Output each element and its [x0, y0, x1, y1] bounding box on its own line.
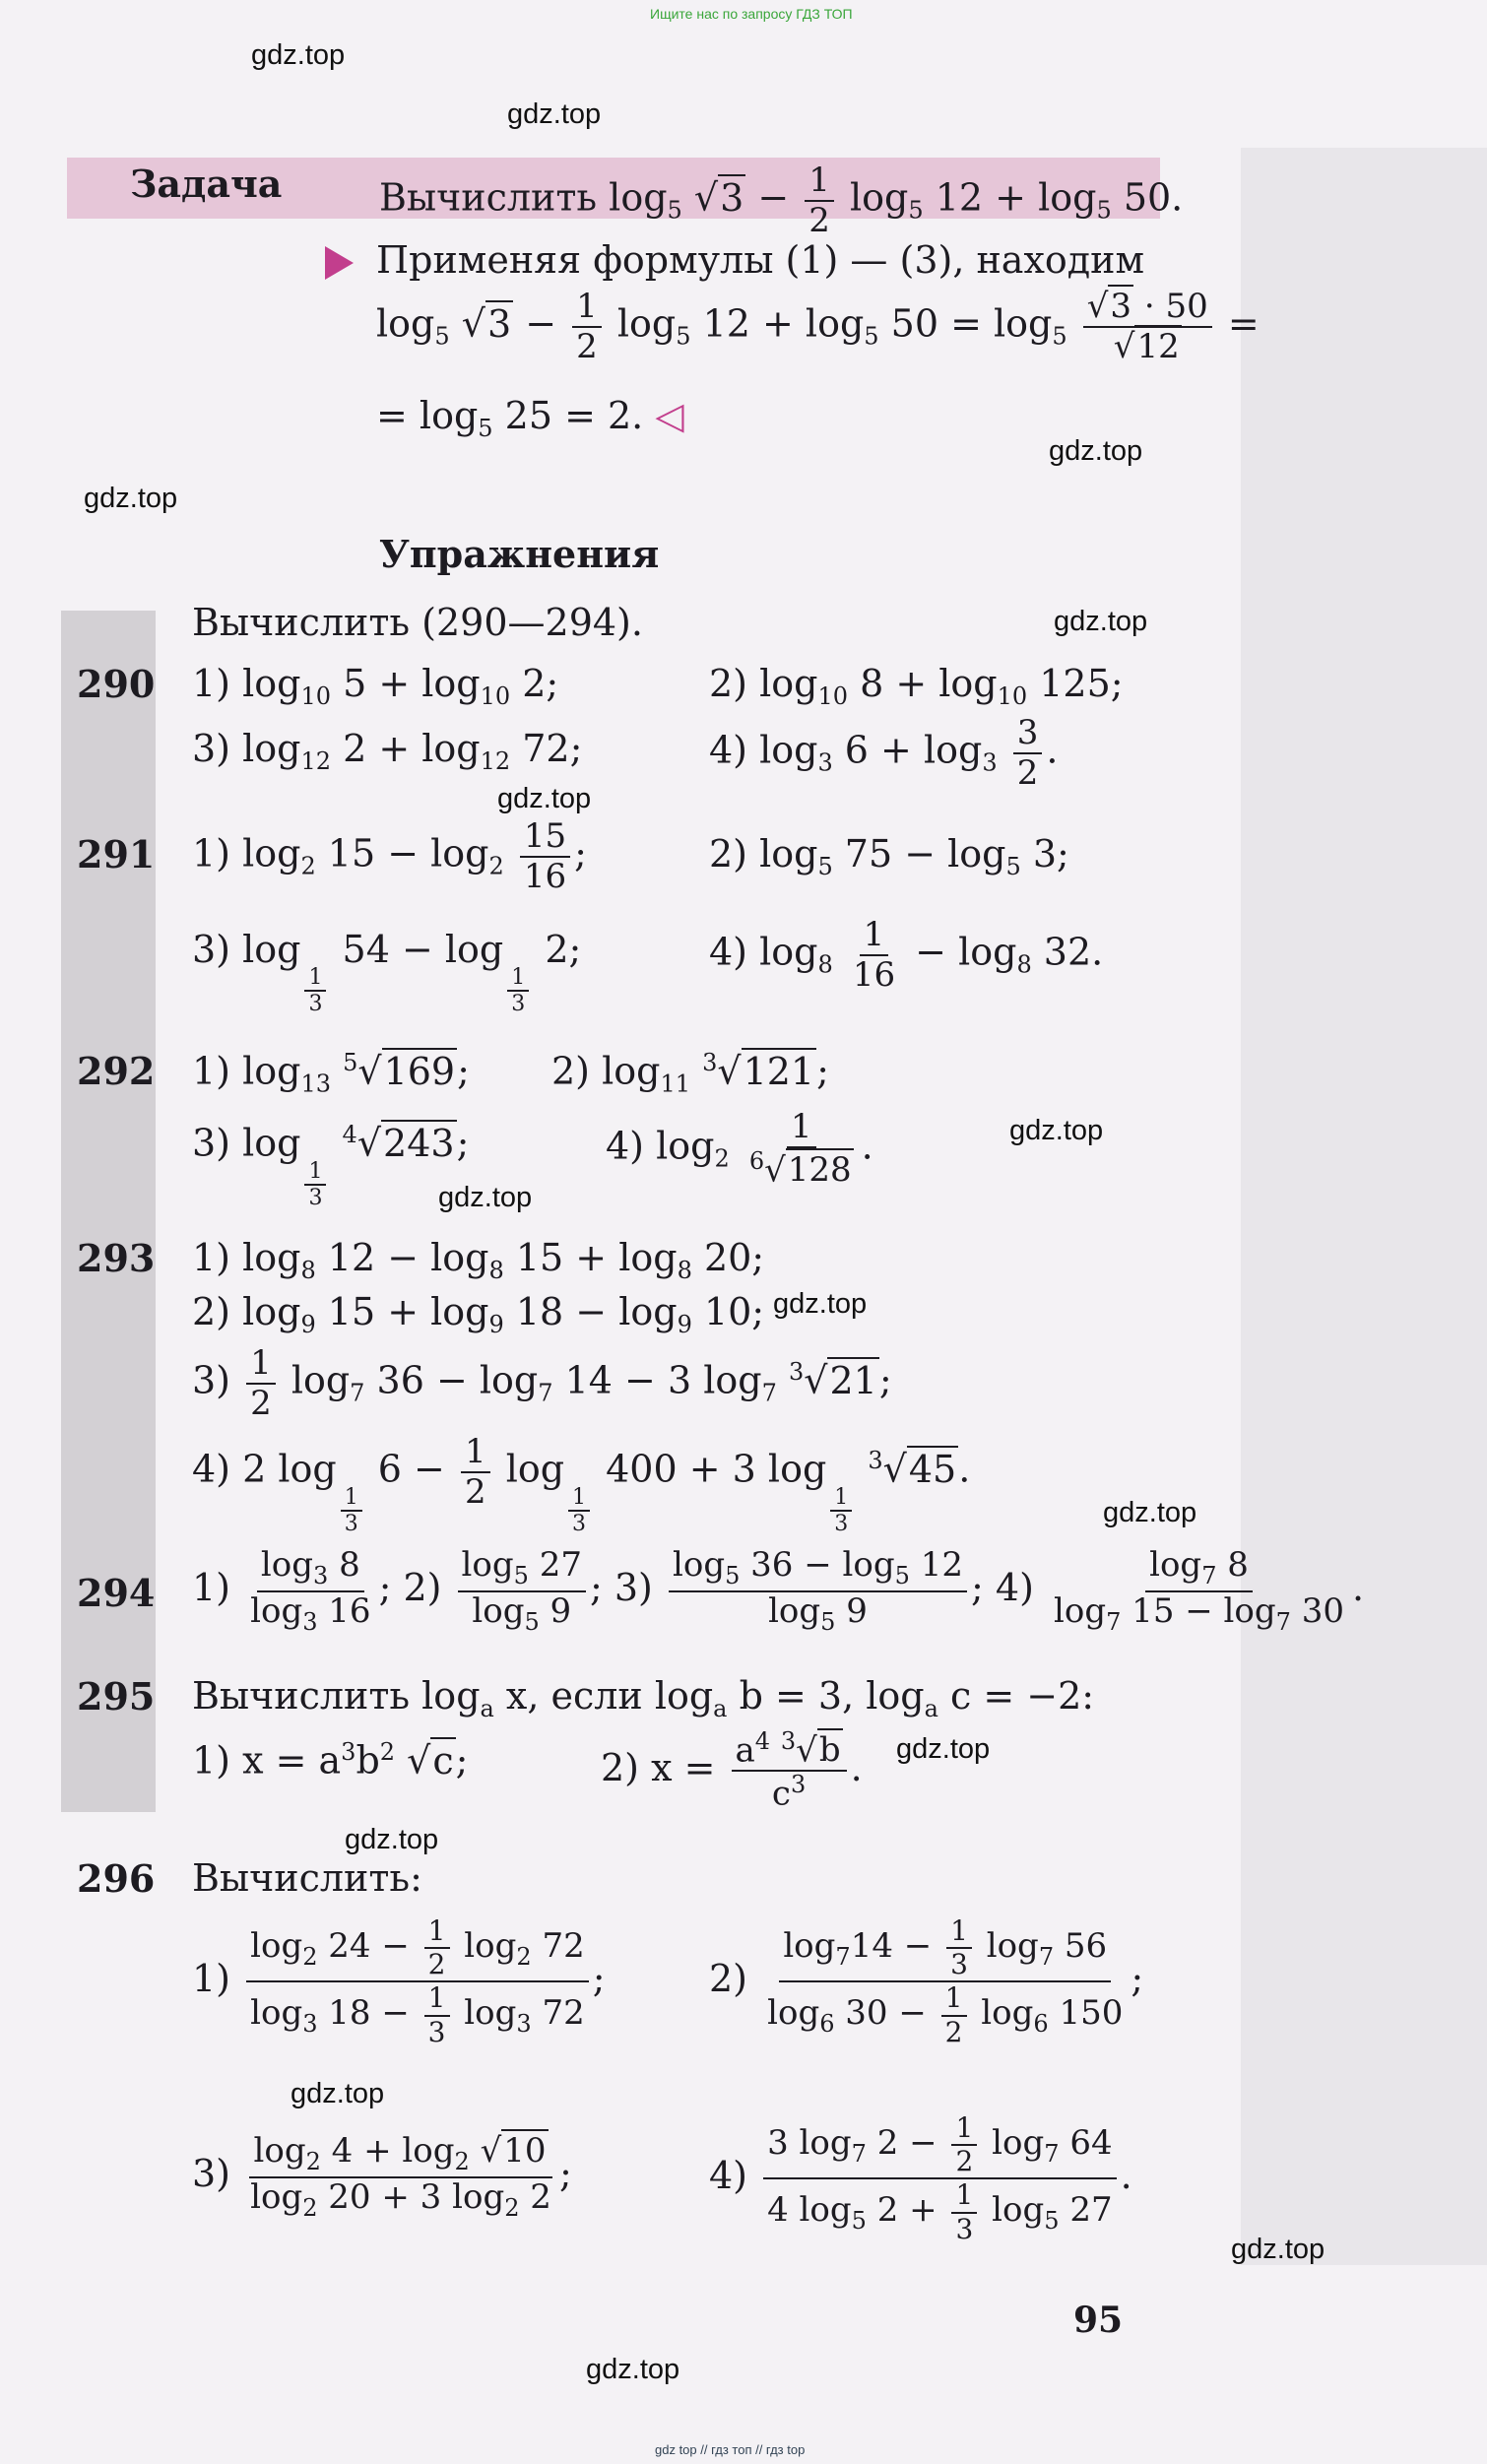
watermark: gdz.top [1009, 1115, 1104, 1146]
watermark: gdz.top [1103, 1497, 1197, 1528]
exercises-intro: Вычислить (290—294). [192, 601, 643, 644]
exercise-item: 2) $\log_{10} 8 + \log_{10} 125$; [709, 662, 1124, 710]
exercise-item: 1) $\log_{13} ^5√169$; [192, 1049, 470, 1098]
exercise-item: 1) $\log_2 15 - \log_2$ $\frac{15}{16}$ ; [192, 816, 587, 897]
solution-start-marker [325, 246, 354, 280]
exercise-item: Вычислить $\log_a x$, если $\log_a b = 3$, $\log_a c = -2$: [192, 1674, 1095, 1722]
bleed-through-column [1241, 148, 1487, 2265]
exercise-item: 3) $\frac{1}{2}$ $\log_7 36 - \log_7 14 - 3$ $\log_7 ^3√21$; [192, 1343, 892, 1424]
exercise-item: Вычислить: [192, 1856, 422, 1900]
exercise-number: 296 [77, 1856, 156, 1901]
exercise-number: 290 [77, 662, 156, 706]
exercise-item: 1) $x = a^3b^2$ √c; [192, 1738, 469, 1783]
exercise-item: 3) $\frac{\log_2 4 + \log_2 √10}{\log_2 20 + 3 \log_2 2}$ ; [192, 2131, 572, 2222]
task-statement: Вычислить $\log_5 √3$ − $\frac{1}{2}$ $\log_5 12 + \log_5 50$. [379, 161, 1184, 241]
watermark: gdz.top [1231, 2234, 1325, 2265]
exercise-item: 2) $\log_5 75 - \log_5 3$; [709, 832, 1069, 880]
solution-line-2: = $\log_5 25 = 2$. ◁ [376, 394, 684, 442]
exercise-number: 294 [77, 1571, 156, 1615]
exercise-item: 4) $\log_3 6 + \log_3$ $\frac{3}{2}$ . [709, 713, 1059, 794]
exercise-item: 2) $\log_9 15 + \log_9 18 - \log_9 10$; [192, 1290, 765, 1338]
exercise-item: 3) log $\frac{1}{3}$ $^4$√243; [192, 1121, 470, 1210]
exercise-item: 1) $\log_8 12 - \log_8 15 + \log_8 20$; [192, 1236, 765, 1284]
exercise-item: 2) $\log_{11} ^3√121$; [551, 1049, 829, 1098]
exercise-item: 1) $\log_2 24$ − $\frac{1}{2}$ $\log_2 72$ $\log_3 18$ − $\frac{1}{3}$ $\log_3 72$ ; [192, 1914, 606, 2048]
solution-line-1: $\log_5 √3$ − $\frac{1}{2}$ $\log_5 12 + \log_5 50 = \log_5$ $\frac{√3 \cdot 50}{√12}$ = [376, 287, 1260, 367]
watermark: gdz.top [1049, 435, 1143, 467]
watermark: gdz.top [438, 1182, 533, 1213]
exercise-item: 4) 3 $\log_7 2$ − $\frac{1}{2}$ $\log_7 64$ 4 $\log_5 2$ + $\frac{1}{3}$ $\log_5 27$ . [709, 2111, 1132, 2245]
top-note: Ищите нас по запросу ГДЗ ТОП [650, 6, 853, 22]
exercise-item: 1) $\frac{\log_3 8}{\log_3 16}$ ; 2) $\frac{\log_5 27}{\log_5 9}$ ; 3) $\frac{\log_5 36 - \log_5 12}{\log_5 9}$ ; 4) $\frac{\log_7 8}{\log_7 15 - \log_7 30}$ . [192, 1545, 1365, 1636]
watermark: gdz.top [497, 783, 592, 814]
watermark: gdz.top [773, 1288, 868, 1320]
bottom-note: gdz top // гдз топ // гдз top [655, 2442, 806, 2457]
exercise-item: 1) $\log_{10} 5 + \log_{10} 2$; [192, 662, 559, 710]
exercise-number-band [61, 611, 156, 1812]
exercise-number: 291 [77, 832, 156, 876]
exercise-item: 4) $\log_8$ $\frac{1}{16}$ − $\log_8 32$. [709, 915, 1104, 996]
exercise-number: 292 [77, 1049, 156, 1093]
exercise-item: 4) $\log_2$ $\frac{1}{^6√128}$ . [606, 1107, 873, 1191]
exercises-title: Упражнения [379, 532, 660, 576]
exercise-item: 4) 2 log $\frac{1}{3}$ 6 − $\frac{1}{2}$ log $\frac{1}{3}$ 400 + 3 log $\frac{1}{3}$ $^3$√45. [192, 1432, 971, 1536]
task-label: Задача [130, 162, 283, 206]
watermark: gdz.top [84, 483, 178, 514]
exercise-item: 3) log $\frac{1}{3}$ 54 − log $\frac{1}{3}$ 2; [192, 928, 582, 1017]
exercise-number: 295 [77, 1674, 156, 1718]
exercise-item: 2) $\log_714$ − $\frac{1}{3}$ $\log_7 56$ $\log_6 30$ − $\frac{1}{2}$ $\log_6 150$ ; [709, 1914, 1144, 2048]
watermark: gdz.top [586, 2354, 680, 2385]
watermark: gdz.top [507, 98, 602, 130]
page-number: 95 [1073, 2300, 1124, 2341]
exercise-item: 3) $\log_{12} 2 + \log_{12} 72$; [192, 727, 583, 775]
watermark: gdz.top [291, 2078, 385, 2109]
solution-intro: Применяя формулы (1) — (3), находим [376, 238, 1145, 282]
watermark: gdz.top [896, 1733, 991, 1765]
exercise-number: 293 [77, 1236, 156, 1280]
watermark: gdz.top [345, 1824, 439, 1855]
watermark: gdz.top [251, 39, 346, 71]
watermark: gdz.top [1054, 606, 1148, 637]
exercise-item: 2) x = $\frac{a^4 ^3√b}{c^3}$ . [601, 1727, 863, 1814]
